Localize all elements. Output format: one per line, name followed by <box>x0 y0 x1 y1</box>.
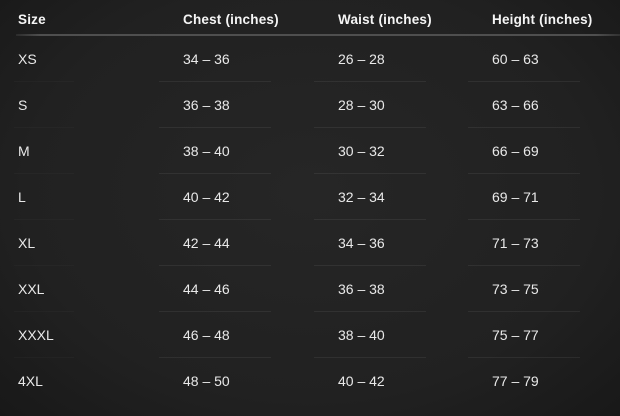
height-value: 69 – 71 <box>474 174 620 220</box>
table-row-xl <box>0 220 620 266</box>
chest-value: 46 – 48 <box>165 312 320 358</box>
waist-value: 28 – 30 <box>320 82 474 128</box>
waist-value: 34 – 36 <box>320 220 474 266</box>
waist-value: 38 – 40 <box>320 312 474 358</box>
waist-value: 36 – 38 <box>320 266 474 312</box>
column-header-chest: Chest (inches) <box>183 11 279 27</box>
table-row-xs <box>0 36 620 82</box>
chest-value: 34 – 36 <box>183 51 230 67</box>
waist-value: 26 – 28 <box>338 51 385 67</box>
height-value: 60 – 63 <box>492 51 539 67</box>
header-row <box>0 0 620 36</box>
size-label: L <box>0 174 165 220</box>
height-value: 73 – 75 <box>474 266 620 312</box>
size-label: XXXL <box>0 312 165 358</box>
table-row-4xl <box>0 358 620 404</box>
waist-value: 40 – 42 <box>320 358 474 404</box>
height-value: 63 – 66 <box>474 82 620 128</box>
height-value: 75 – 77 <box>474 312 620 358</box>
size-label: XXL <box>0 266 165 312</box>
chest-value: 48 – 50 <box>165 358 320 404</box>
height-value: 77 – 79 <box>474 358 620 404</box>
table-row-xxxl <box>0 312 620 358</box>
waist-value: 30 – 32 <box>320 128 474 174</box>
column-header-height: Height (inches) <box>492 11 593 27</box>
height-value: 71 – 73 <box>474 220 620 266</box>
waist-value: 32 – 34 <box>320 174 474 220</box>
size-label: XL <box>0 220 165 266</box>
size-label: M <box>0 128 165 174</box>
chest-value: 40 – 42 <box>165 174 320 220</box>
table-row-l <box>0 174 620 220</box>
chest-value: 36 – 38 <box>165 82 320 128</box>
table-row-xxl <box>0 266 620 312</box>
column-header-size: Size <box>18 11 46 27</box>
table-row-s <box>0 82 620 128</box>
table-row-m <box>0 128 620 174</box>
size-label: 4XL <box>0 358 165 404</box>
chest-value: 44 – 46 <box>165 266 320 312</box>
size-label: XS <box>18 51 37 67</box>
column-header-waist: Waist (inches) <box>338 11 432 27</box>
height-value: 66 – 69 <box>474 128 620 174</box>
size-label: S <box>0 82 165 128</box>
chest-value: 42 – 44 <box>165 220 320 266</box>
chest-value: 38 – 40 <box>165 128 320 174</box>
